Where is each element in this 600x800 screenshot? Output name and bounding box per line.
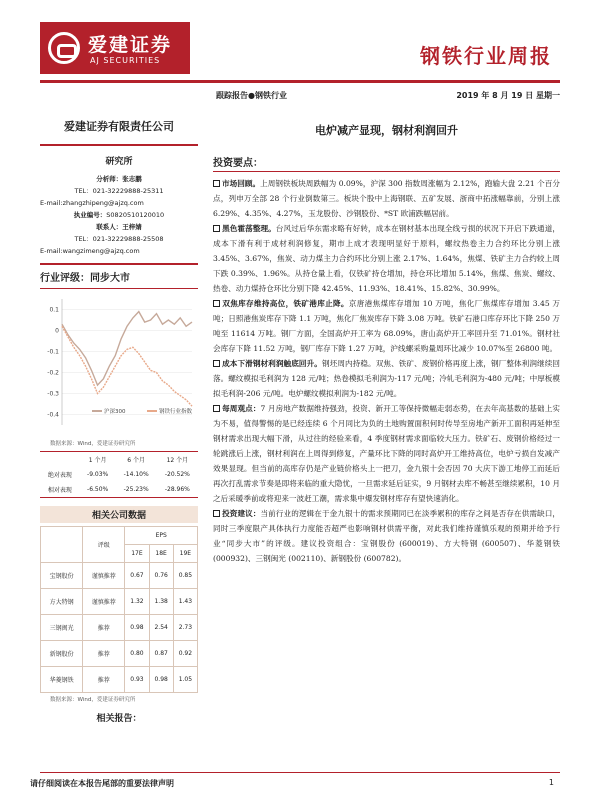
comp-eps: 0.85 [173, 563, 197, 589]
logo-text-en: AJ SECURITIES [90, 56, 161, 65]
checkbox-bullet-icon [213, 225, 220, 232]
company-logo [40, 22, 190, 74]
comp-rating: 谨慎推荐 [83, 563, 125, 589]
comp-header-year: 18E [149, 545, 173, 563]
comp-eps: 0.67 [125, 563, 149, 589]
perf-header-cell: 1 个月 [88, 457, 107, 464]
paragraph-market-review [213, 176, 560, 221]
paragraph-text: 京唐港焦煤库存增加 10 万吨，焦化厂焦煤库存增加 3.45 万吨；日照港焦炭库存下降 1.1 万吨，焦化厂焦炭库存下降 3.08 万吨。铁矿石港口库存环比下降 250 万吨至 11614 万吨。钢厂方面，全国高炉开工率为 68.09%，唐山高炉开工率回升至 71.01%。钢材社会库存下降 11.52 万吨，钢厂库存下降 1.27 万吨，沪线螺采购量周环比减少 10.07%至 26800 吨。 [213, 299, 560, 353]
legend-label: 沪深300 [104, 409, 126, 415]
y-tick-label: -0.4 [47, 411, 59, 419]
report-type-title: 钢铁行业周报 [420, 44, 552, 68]
comp-name: 方大特钢 [41, 589, 83, 615]
contact-tel: TEL：021-32229888-25508 [74, 235, 164, 243]
comp-name: 宝钢股份 [41, 563, 83, 589]
y-tick-label: -0.2 [47, 369, 59, 377]
paragraph-investment [213, 506, 560, 566]
footer-disclaimer: 请仔细阅读在本报告尾部的重要法律声明 [30, 779, 174, 788]
paragraph-title: 投资建议： [222, 509, 261, 518]
paragraph-title: 市场回顾。 [222, 179, 261, 188]
chart-source: 数据来源：Wind，爱建证券研究所 [50, 441, 136, 447]
comp-eps: 1.43 [173, 589, 197, 615]
logo-text-cn: 爱建证券 [88, 34, 173, 56]
perf-cell: -6.50% [87, 486, 109, 493]
checkbox-bullet-icon [213, 405, 220, 412]
comp-eps: 0.80 [125, 641, 149, 667]
comp-eps: 0.76 [149, 563, 173, 589]
perf-header-cell: 6 个月 [127, 457, 146, 464]
table-row [41, 589, 198, 615]
table-row [41, 563, 198, 589]
comp-rating: 推荐 [83, 641, 125, 667]
comp-rating: 推荐 [83, 615, 125, 641]
comp-name: 新钢股份 [41, 641, 83, 667]
paragraph-black-series [213, 221, 560, 296]
paragraph-text: 当前行业的逻辑在于金九银十的需求预期同已在淡季累积的库存之间是否存在供需缺口，同时三季度限产具体执行力度能否超严也影响钢材供需平衡，对此我们维持谨慎乐观的预期并给予行业“同步大市”的评级。建议投资组合：宝钢股份 (600019)、方大特钢 (600507)、华菱钢铁 (000932)、三钢闽光 (002110)、新钢股份 (600782)。 [213, 509, 560, 563]
company-data-title: 相关公司数据 [40, 506, 198, 523]
table-row [41, 641, 198, 667]
checkbox-bullet-icon [213, 300, 220, 307]
paragraph-weekly-view [213, 401, 560, 506]
perf-cell: -28.96% [164, 486, 190, 493]
contact-info [40, 173, 198, 257]
perf-cell: -25.23% [123, 486, 149, 493]
comp-eps: 0.93 [125, 667, 149, 693]
paragraph-text: 7 月房地产数据维持强劲，投资、新开工等保持微幅走弱态势，在去年高基数的基础上实为不易，值得警惕的是已经连续 6 个月同比为负的土地购置面积何时传导至房地产新开工面积再延伸至钢材需求出现大幅下滑，从过往的经验来看，4 季度钢材需求面临较大压力。铁矿石、废钢价格经过一轮跳涨后上涨，钢材利润在上周得到修复，产量环比下降的同时高炉开工维持高位，电炉亏损自发减产效果显现。但当前的高库存仍是产业链价格头上一把刀，金九银十会否因 70 大庆下游工地停工而延后再次打乱需求节奏是即将来临的重大隐忧，一旦需求延后证实，9 月钢材去库不畅甚至继续累积，10 月之后采暖季前或将迎来一波赶工潮，需求集中爆发钢材库存有望快速消化。 [213, 404, 560, 503]
series-line-1 [62, 312, 192, 386]
comp-eps: 0.98 [125, 615, 149, 641]
comp-eps: 0.87 [149, 641, 173, 667]
checkbox-bullet-icon [213, 510, 220, 517]
related-reports-title: 相关报告： [96, 714, 142, 724]
perf-header-cell [40, 452, 80, 468]
table-row [40, 467, 198, 482]
analyst-name: 张志鹏 [122, 175, 142, 183]
comp-eps: 2.54 [149, 615, 173, 641]
cert-number: S0820510120010 [106, 211, 165, 219]
contact-label: 联系人： [96, 223, 123, 231]
perf-cell: -20.52% [164, 471, 190, 478]
comp-header-eps: EPS [125, 527, 198, 545]
performance-table [40, 451, 198, 498]
analyst-email[interactable]: E-mail:zhangzhipeng@ajzq.com [40, 199, 144, 207]
paragraph-text: 钢坯周内持稳。双焦、铁矿、废钢价格再度上涨，钢厂整体利润继续回落。螺纹模拟毛利润为 128 元/吨；热卷模拟毛利润为-117 元/吨；冷轧毛利润为-480 元/吨；中厚板模拟毛利润-206 元/吨。电炉螺纹模拟利润为-182 元/吨。 [213, 359, 560, 398]
comp-header-year: 17E [125, 545, 149, 563]
comp-header-blank [41, 527, 83, 563]
y-tick-label: 0 [55, 327, 59, 335]
comp-header-year: 19E [173, 545, 197, 563]
comp-eps: 1.38 [149, 589, 173, 615]
report-category: 跟踪报告●钢铁行业 [216, 91, 287, 100]
main-content [213, 122, 560, 566]
paragraph-title: 每周观点： [222, 404, 261, 413]
logo-mark-icon [48, 32, 80, 64]
performance-chart-svg [40, 293, 198, 433]
report-title: 电炉减产显现，钢材利润回升 [315, 124, 458, 137]
table-row [41, 667, 198, 693]
company-data-table [40, 526, 198, 693]
footer-divider [40, 772, 560, 773]
analyst-label: 分析师： [96, 175, 123, 183]
comp-eps: 0.92 [173, 641, 197, 667]
table-row [41, 615, 198, 641]
performance-chart [40, 293, 198, 437]
checkbox-bullet-icon [213, 360, 220, 367]
sidebar [40, 104, 198, 724]
header-divider [40, 80, 560, 83]
perf-cell: -14.10% [123, 471, 149, 478]
cert-label: 执业编号： [73, 211, 107, 219]
industry-rating: 行业评级：同步大市 [40, 263, 198, 289]
report-date: 2019 年 8 月 19 日 星期一 [456, 91, 560, 100]
y-tick-label: -0.1 [47, 348, 59, 356]
page-number: 1 [548, 778, 554, 787]
company-name: 爱建证券有限责任公司 [40, 104, 198, 146]
perf-cell: 相对表现 [47, 487, 72, 494]
key-points-heading: 投资要点： [213, 154, 560, 172]
comp-eps: 0.98 [149, 667, 173, 693]
perf-cell: -9.03% [87, 471, 109, 478]
y-tick-label: -0.3 [47, 390, 59, 398]
paragraph-profit [213, 356, 560, 401]
contact-name: 王梓婧 [122, 223, 142, 231]
comp-eps: 1.32 [125, 589, 149, 615]
paragraph-title: 成本下滑钢材利润触底回升。 [222, 359, 322, 368]
institute-name: 研究所 [105, 157, 133, 167]
paragraph-text: 台风过后华东需求略有好转，成本在钢材基本出现全线亏损的状况下开启下跌通道，成本下滑有利于成材利润修复，期市上成才表现明显好于原料，螺纹热卷主力合约环比分别上涨 3.45%、3.67%，焦炭、动力煤主力合约环比分别上涨 2.17%、1.64%，焦煤、铁矿主力合约较上周下跌 0.39%、1.96%。从持仓量上看，仅铁矿持仓增加，持仓环比增加 5.14%，焦煤、焦炭、螺纹、热卷、动力煤持仓环比分别下降 42.45%、11.93%、18.41%、15.82%、30.99%。 [213, 224, 561, 293]
checkbox-bullet-icon [213, 180, 220, 187]
legend-label: 钢铁行业指数 [159, 409, 193, 415]
y-tick-label: 0.1 [49, 306, 59, 314]
comp-name: 三钢闽光 [41, 615, 83, 641]
comp-rating: 谨慎推荐 [83, 589, 125, 615]
analyst-tel: TEL：021-32229888-25311 [74, 187, 164, 195]
perf-cell: 绝对表现 [47, 472, 72, 479]
comp-rating: 推荐 [83, 667, 125, 693]
perf-header-cell: 12 个月 [166, 457, 189, 464]
paragraph-title: 黑色霍荡整理。 [222, 224, 276, 233]
paragraph-text: 上周钢铁板块周跌幅为 0.09%，沪深 300 指数周涨幅为 2.12%，跑输大盘 2.21 个百分点，列申万全部 28 个行业倒数第三。板块个股中上海钢联、五矿发展、浙商中拓涨幅靠前，分别上涨 6.29%、4.35%、4.27%，玉龙股份、沙钢股份、*ST 欧浦跌幅居前。 [213, 179, 560, 218]
comp-name: 华菱钢铁 [41, 667, 83, 693]
comp-eps: 1.05 [173, 667, 197, 693]
contact-email[interactable]: E-mail:wangzimeng@ajzq.com [40, 247, 140, 255]
comp-eps: 2.73 [173, 615, 197, 641]
table-row [40, 482, 198, 498]
paragraph-inventory [213, 296, 560, 356]
comp-header-rating: 评级 [83, 527, 125, 563]
comp-source: 数据来源：Wind，爱建证券研究所 [50, 697, 136, 703]
series-line-2 [62, 326, 192, 406]
paragraph-title: 双焦库存维持高位，铁矿港库止降。 [222, 299, 349, 308]
